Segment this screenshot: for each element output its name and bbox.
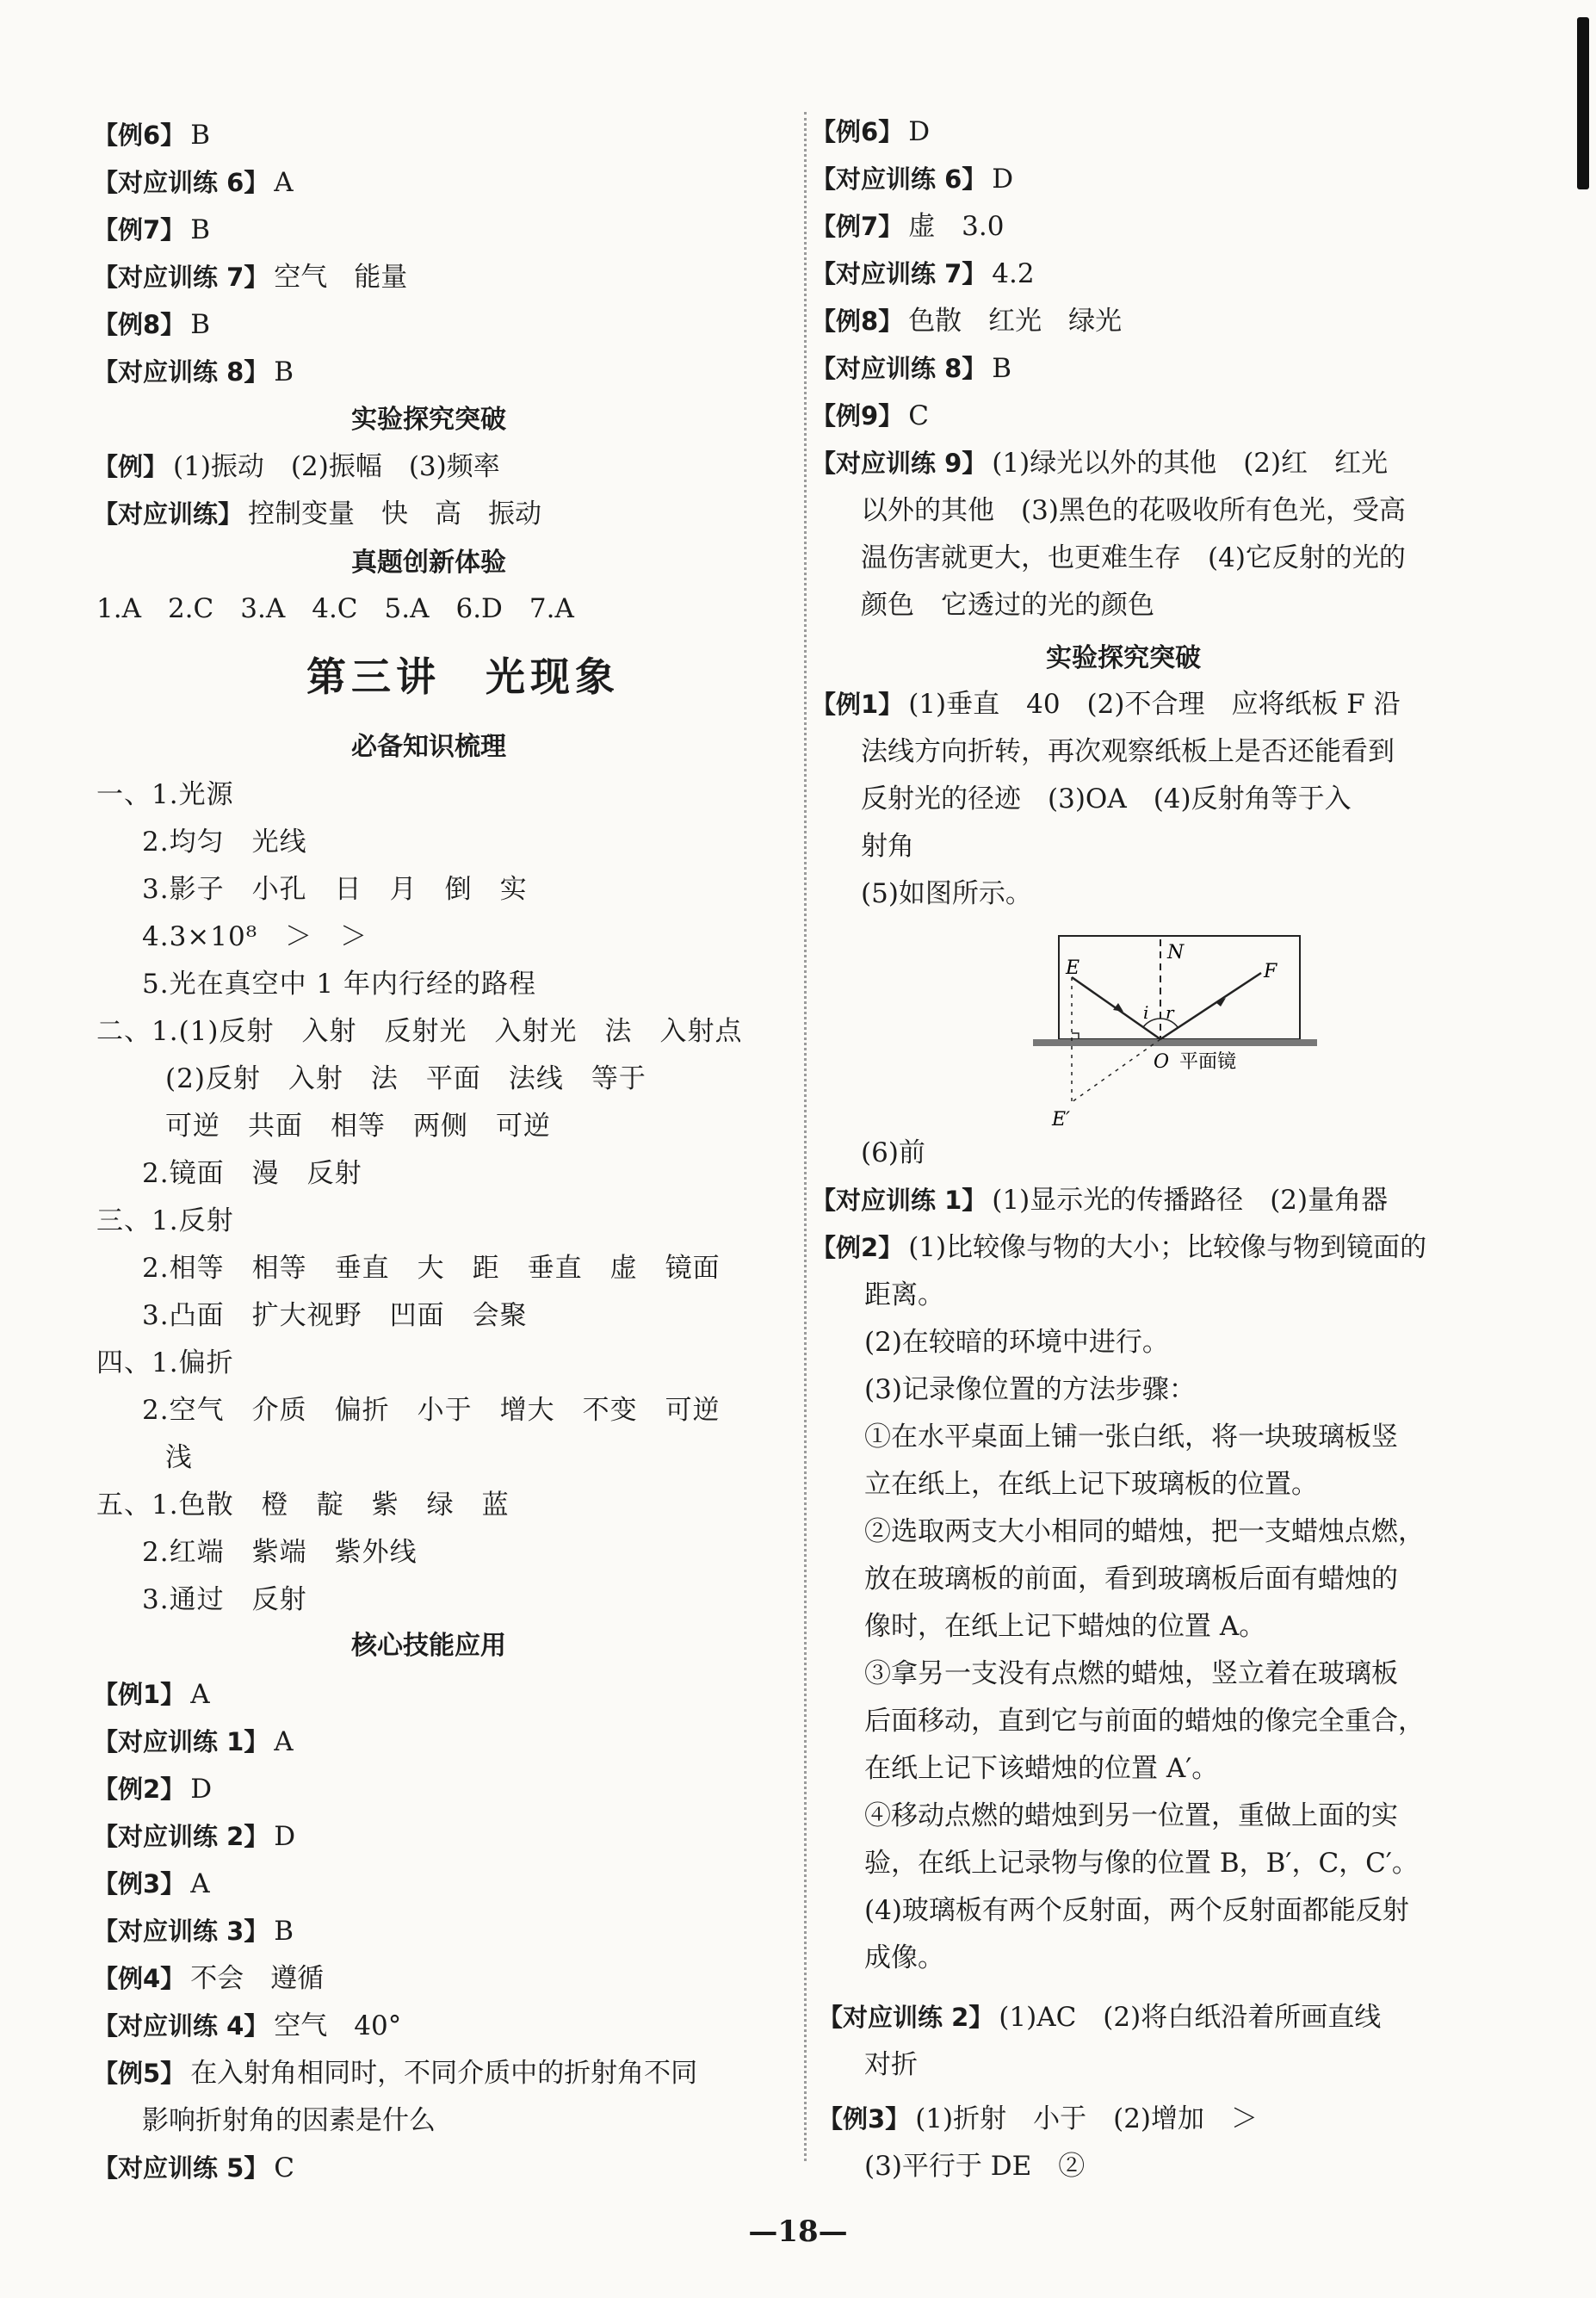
answer-line: 【例4】 不会 遵循	[93, 1963, 325, 1994]
virtual-image-ray	[1072, 1039, 1160, 1102]
lecture-title: 第三讲 光现象	[306, 653, 620, 700]
knowledge-line: 三、1.反射	[96, 1205, 234, 1236]
answer-line-cont: ①在水平桌面上铺一张白纸，将一块玻璃板竖	[864, 1422, 1398, 1453]
label-r: r	[1166, 1002, 1174, 1023]
answer-line: 【对应训练 5】 C	[93, 2152, 295, 2183]
label-e-prime: E′	[1052, 1109, 1071, 1130]
answer-line-cont: 后面移动，直到它与前面的蜡烛的像完全重合，	[864, 1706, 1425, 1737]
section-heading: 实验探究突破	[1046, 643, 1201, 673]
answer-line-cont: 立在纸上，在纸上记下玻璃板的位置。	[864, 1469, 1318, 1500]
answer-line: 【例7】 B	[93, 214, 210, 245]
answer-line: 【例6】 B	[93, 120, 210, 151]
answer-line-cont: 以外的其他 (3)黑色的花吸收所有色光，受高	[861, 495, 1406, 526]
answer-line: 【例9】 C	[811, 400, 929, 431]
answer-line-cont: 成像。	[864, 1942, 944, 1973]
answer-line: 【例】 (1)振动 (2)振幅 (3)频率	[93, 451, 500, 482]
knowledge-line: 3.凸面 扩大视野 凹面 会聚	[142, 1300, 528, 1331]
label-o: O	[1154, 1051, 1170, 1073]
knowledge-line: 可逆 共面 相等 两侧 可逆	[165, 1111, 551, 1142]
answer-line-cont: 影响折射角的因素是什么	[142, 2105, 436, 2136]
answer-line: 【对应训练 9】 (1)绿光以外的其他 (2)红 红光	[811, 448, 1389, 479]
answer-line: 【例3】 (1)折射 小于 (2)增加 ＞	[818, 2103, 1259, 2134]
answer-line: 【例5】 在入射角相同时，不同介质中的折射角不同	[93, 2058, 698, 2089]
answer-line: 【对应训练 4】 空气 40°	[93, 2010, 402, 2041]
answer-line-cont: 射角	[861, 831, 914, 862]
answer-line: 【对应训练 7】 空气 能量	[93, 262, 408, 293]
knowledge-line: 4.3×10⁸ ＞ ＞	[142, 921, 368, 952]
answer-line-cont: (5)如图所示。	[861, 878, 1032, 909]
answer-line: 【对应训练 1】 (1)显示光的传播路径 (2)量角器	[811, 1185, 1389, 1216]
knowledge-line: 浅	[165, 1442, 193, 1473]
label-mirror: 平面镜	[1179, 1051, 1237, 1073]
label-e: E	[1066, 957, 1080, 979]
answer-line: 【例1】 A	[93, 1679, 210, 1710]
answer-line: 1.A 2.C 3.A 4.C 5.A 6.D 7.A	[96, 593, 574, 624]
page-number: —18—	[748, 2214, 848, 2249]
answer-line: 【对应训练 3】 B	[93, 1916, 294, 1947]
answer-line-cont: 温伤害就更大，也更难生存 (4)它反射的光的	[861, 542, 1406, 573]
right-angle-mark	[1072, 1033, 1079, 1039]
answer-line: 【例1】 (1)垂直 40 (2)不合理 应将纸板 F 沿	[811, 689, 1401, 720]
answer-line-cont: 验，在纸上记录物与像的位置 B，B′，C，C′。	[864, 1848, 1419, 1879]
answer-line-cont: 放在玻璃板的前面，看到玻璃板后面有蜡烛的	[864, 1564, 1398, 1595]
answer-line: 【例3】 A	[93, 1868, 210, 1899]
answer-line: 【对应训练 2】 D	[93, 1821, 296, 1852]
reflected-ray	[1160, 973, 1261, 1039]
label-n: N	[1167, 942, 1185, 963]
answer-line-cont: (4)玻璃板有两个反射面，两个反射面都能反射	[864, 1895, 1409, 1926]
knowledge-line: 5.光在真空中 1 年内行经的路程	[142, 969, 537, 1000]
answer-line: 【对应训练 8】 B	[93, 356, 294, 387]
knowledge-line: 2.红端 紫端 紫外线	[142, 1537, 418, 1568]
knowledge-line: 一、1.光源	[96, 779, 234, 810]
section-heading: 必备知识梳理	[351, 732, 506, 762]
knowledge-line: 二、1.(1)反射 入射 反射光 入射光 法 入射点	[96, 1016, 743, 1047]
column-divider	[804, 112, 807, 2161]
answer-line: 【例2】 D	[93, 1774, 213, 1805]
answer-line-cont: (3)记录像位置的方法步骤：	[864, 1374, 1196, 1405]
label-i: i	[1143, 1002, 1149, 1023]
answer-line-cont: (6)前	[861, 1137, 925, 1168]
knowledge-line: 五、1.色散 橙 靛 紫 绿 蓝	[96, 1490, 510, 1521]
answer-line-cont: ②选取两支大小相同的蜡烛，把一支蜡烛点燃，	[864, 1516, 1425, 1547]
answer-line: 【例8】 B	[93, 309, 210, 340]
answer-line-cont: ④移动点燃的蜡烛到另一位置，重做上面的实	[864, 1800, 1398, 1831]
answer-line-cont: ③拿另一支没有点燃的蜡烛，竖立着在玻璃板	[864, 1658, 1398, 1689]
knowledge-line: 四、1.偏折	[96, 1347, 234, 1378]
knowledge-line: (2)反射 入射 法 平面 法线 等于	[165, 1063, 646, 1094]
answer-line: 【例8】 色散 红光 绿光	[811, 306, 1123, 337]
answer-line-cont: (3)平行于 DE ②	[864, 2151, 1086, 2182]
plane-mirror	[1033, 1039, 1317, 1046]
knowledge-line: 2.相等 相等 垂直 大 距 垂直 虚 镜面	[142, 1253, 721, 1284]
answer-line-cont: 距离。	[864, 1279, 944, 1310]
section-heading: 核心技能应用	[351, 1631, 506, 1661]
answer-line-cont: 颜色 它透过的光的颜色	[861, 590, 1154, 621]
answer-line-cont: 反射光的径迹 (3)OA (4)反射角等于入	[861, 784, 1352, 815]
answer-line: 【例2】 (1)比较像与物的大小；比较像与物到镜面的	[811, 1232, 1427, 1263]
answer-line: 【对应训练 7】 4.2	[811, 258, 1035, 289]
answer-line-cont: 法线方向折转，再次观察纸板上是否还能看到	[861, 736, 1395, 767]
knowledge-line: 2.镜面 漫 反射	[142, 1158, 362, 1189]
label-f: F	[1264, 961, 1277, 982]
answer-line: 【对应训练 8】 B	[811, 353, 1012, 384]
answer-line: 【例6】 D	[811, 116, 931, 147]
knowledge-line: 3.通过 反射	[142, 1584, 307, 1615]
knowledge-line: 2.空气 介质 偏折 小于 增大 不变 可逆	[142, 1395, 721, 1426]
reflection-diagram	[1033, 934, 1317, 1132]
answer-line: 【对应训练 6】 A	[93, 167, 294, 198]
answer-line: 【例7】 虚 3.0	[811, 211, 1005, 242]
knowledge-line: 3.影子 小孔 日 月 倒 实	[142, 874, 528, 905]
answer-line-cont: 在纸上记下该蜡烛的位置 A′。	[864, 1753, 1219, 1784]
answer-line: 【对应训练】 控制变量 快 高 振动	[93, 499, 542, 530]
page-edge-mark	[1577, 17, 1589, 189]
section-heading: 真题创新体验	[351, 548, 506, 578]
knowledge-line: 2.均匀 光线	[142, 827, 307, 858]
answer-line-cont: (2)在较暗的环境中进行。	[864, 1327, 1169, 1358]
section-heading: 实验探究突破	[351, 405, 506, 435]
answer-line-cont: 对折	[864, 2049, 918, 2080]
answer-line: 【对应训练 1】 A	[93, 1726, 294, 1757]
answer-line-cont: 像时，在纸上记下蜡烛的位置 A。	[864, 1611, 1266, 1642]
answer-line: 【对应训练 2】 (1)AC (2)将白纸沿着所画直线	[818, 2002, 1382, 2033]
answer-line: 【对应训练 6】 D	[811, 164, 1014, 195]
